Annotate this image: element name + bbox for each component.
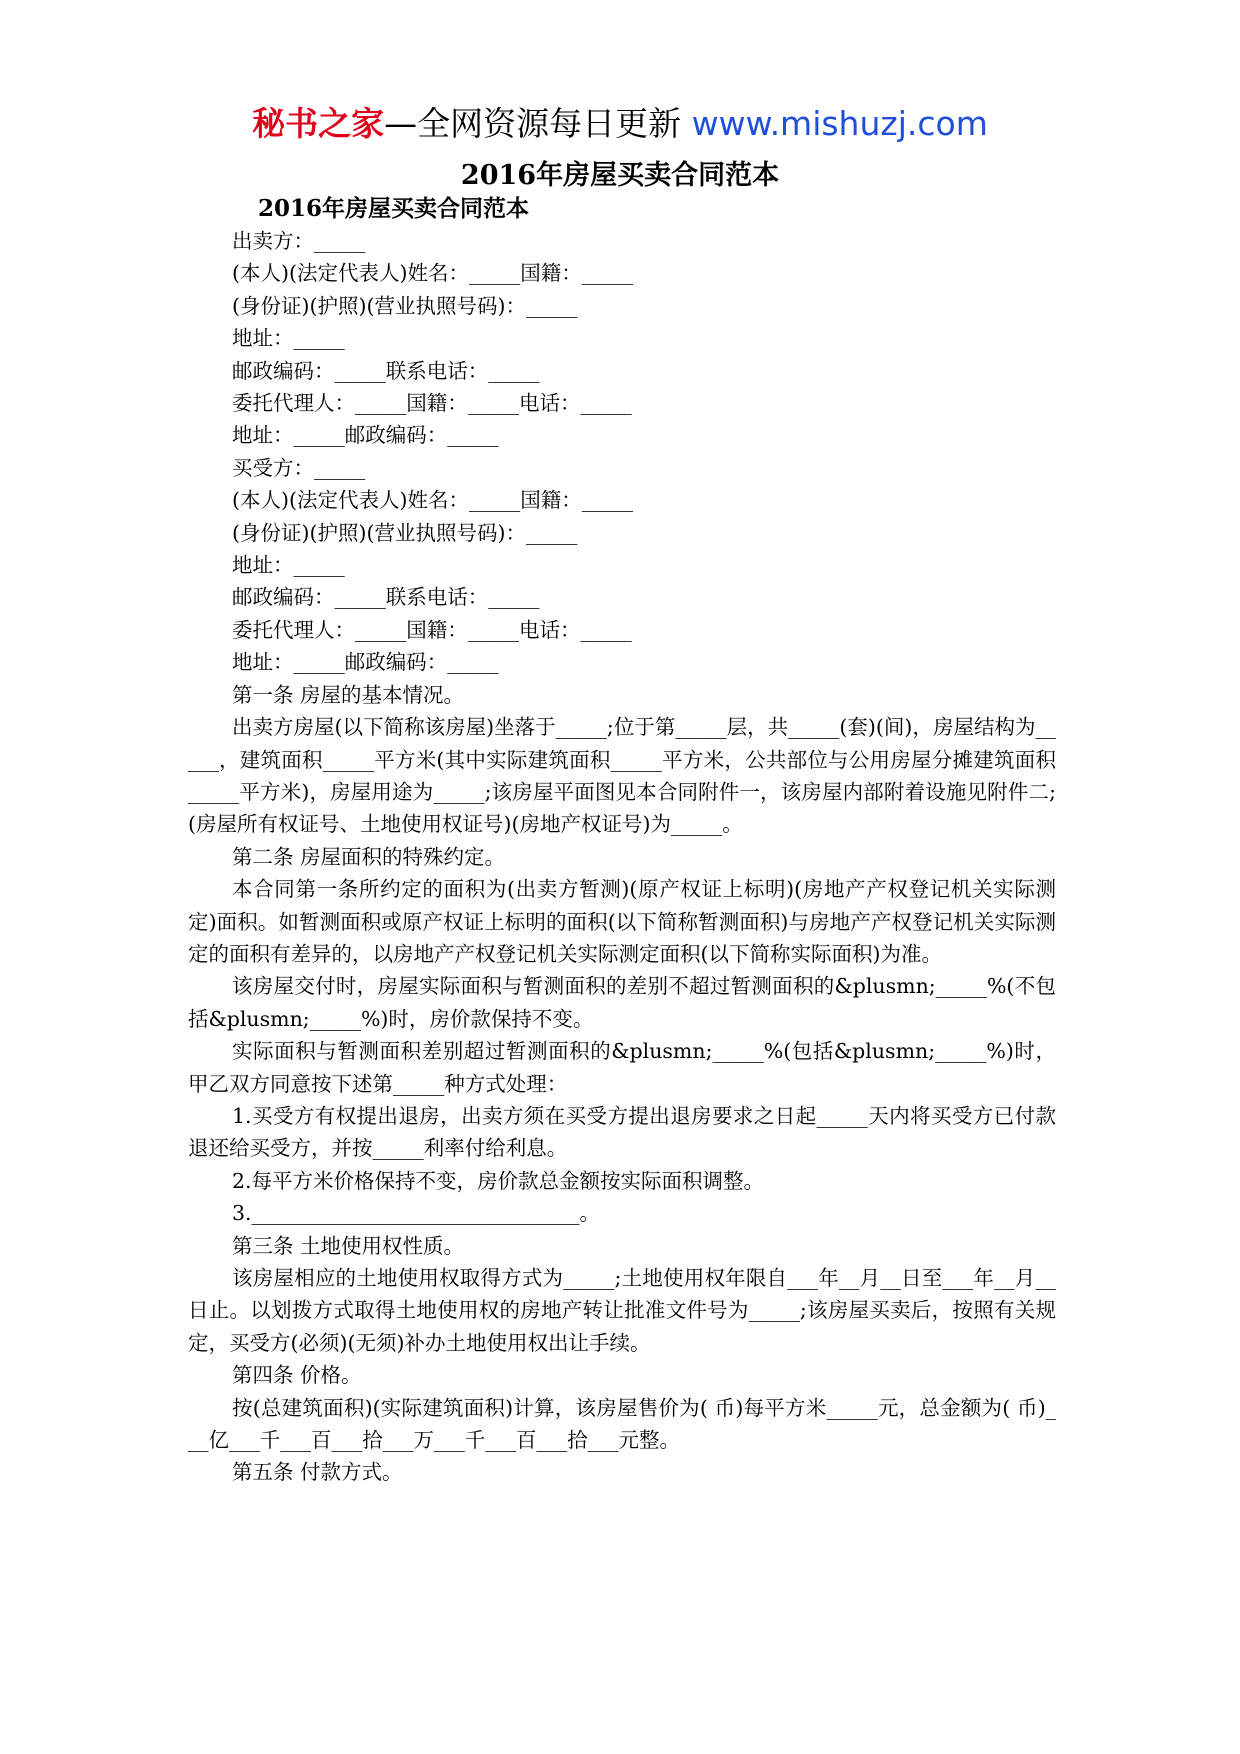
site-header bbox=[0, 100, 1240, 148]
seller-postcode-line: 邮政编码：_____联系电话：_____ bbox=[232, 358, 540, 383]
seller-id-line: (身份证)(护照)(营业执照号码)：_____ bbox=[232, 293, 578, 318]
article-4-body: 按(总建筑面积)(实际建筑面积)计算，该房屋售价为( 币)每平方米_____元，总金额为( 币)___亿___千___百___拾___万___千___百___拾___元整。 bbox=[188, 1395, 1056, 1453]
buyer-id-line: (身份证)(护照)(营业执照号码)：_____ bbox=[232, 520, 578, 545]
brand-slogan: —全网资源每日更新 bbox=[384, 104, 682, 143]
document-title: 2016年房屋买卖合同范本 bbox=[460, 160, 780, 191]
article-5-heading: 第五条 付款方式。 bbox=[232, 1460, 403, 1485]
article-2-body: 本合同第一条所约定的面积为(出卖方暂测)(原产权证上标明)(房地产产权登记机关实际测定)面积。如暂测面积或原产权证上标明的面积(以下简称暂测面积)与房地产产权登记机关实际测定的面积有差异的，以房地产产权登记机关实际测定面积(以下简称实际面积)为准。 bbox=[188, 877, 1056, 966]
buyer-agent-address-line: 地址：_____邮政编码：_____ bbox=[232, 650, 499, 675]
article-2-excess: 实际面积与暂测面积差别超过暂测面积的&plusmn;_____%(包括&plusmn;_____%)时，甲乙双方同意按下述第_____种方式处理： bbox=[188, 1039, 1056, 1096]
article-3-heading: 第三条 土地使用权性质。 bbox=[232, 1233, 465, 1258]
article-2-option-1: 1.买受方有权提出退房，出卖方须在买受方提出退房要求之日起_____天内将买受方已付款退还给买受方，并按_____利率付给利息。 bbox=[188, 1103, 1056, 1161]
article-4-heading: 第四条 价格。 bbox=[232, 1363, 362, 1388]
seller-agent-address-line: 地址：_____邮政编码：_____ bbox=[232, 423, 499, 448]
seller-address-line: 地址：_____ bbox=[232, 326, 345, 351]
seller-name-line: (本人)(法定代表人)姓名：_____国籍：_____ bbox=[232, 261, 633, 286]
brand-name: 秘书之家 bbox=[252, 104, 385, 143]
buyer-name-line: (本人)(法定代表人)姓名：_____国籍：_____ bbox=[232, 488, 633, 513]
contract-body bbox=[188, 225, 1056, 1489]
seller-agent-line: 委托代理人：_____国籍：_____电话：_____ bbox=[232, 391, 632, 416]
article-2-option-2: 2.每平方米价格保持不变，房价款总金额按实际面积调整。 bbox=[232, 1168, 765, 1193]
buyer-postcode-line: 邮政编码：_____联系电话：_____ bbox=[232, 585, 540, 610]
article-2-tolerance: 该房屋交付时，房屋实际面积与暂测面积的差别不超过暂测面积的&plusmn;_____%(不包括&plusmn;_____%)时，房价款保持不变。 bbox=[188, 974, 1056, 1031]
article-2-heading: 第二条 房屋面积的特殊约定。 bbox=[232, 844, 506, 869]
buyer-agent-line: 委托代理人：_____国籍：_____电话：_____ bbox=[232, 617, 632, 642]
article-2-option-3: 3.________________________________。 bbox=[232, 1201, 601, 1226]
buyer-address-line: 地址：_____ bbox=[232, 553, 345, 578]
buyer-label: 买受方：_____ bbox=[232, 455, 366, 480]
site-url[interactable]: www.mishuzj.com bbox=[691, 104, 988, 143]
document-subtitle: 2016年房屋买卖合同范本 bbox=[258, 195, 530, 222]
article-1-body: 出卖方房屋(以下简称该房屋)坐落于_____;位于第_____层，共_____(套)(间)，房屋结构为_____，建筑面积_____平方米(其中实际建筑面积_____平方米，公共部位与公用房屋分摊建筑面积_____平方米)，房屋用途为_____;该房屋平面图见本合同附件一，该房屋内部附着设施见附件二;(房屋所有权证号、土地使用权证号)(房地产权证号)为_____。 bbox=[188, 715, 1056, 837]
article-3-body: 该房屋相应的土地使用权取得方式为_____;土地使用权年限自___年__月__日至___年__月__日止。以划拨方式取得土地使用权的房地产转让批准文件号为_____;该房屋买卖后，按照有关规定，买受方(必须)(无须)补办土地使用权出让手续。 bbox=[188, 1266, 1056, 1355]
seller-label: 出卖方：_____ bbox=[232, 229, 366, 253]
article-1-heading: 第一条 房屋的基本情况。 bbox=[232, 682, 465, 707]
